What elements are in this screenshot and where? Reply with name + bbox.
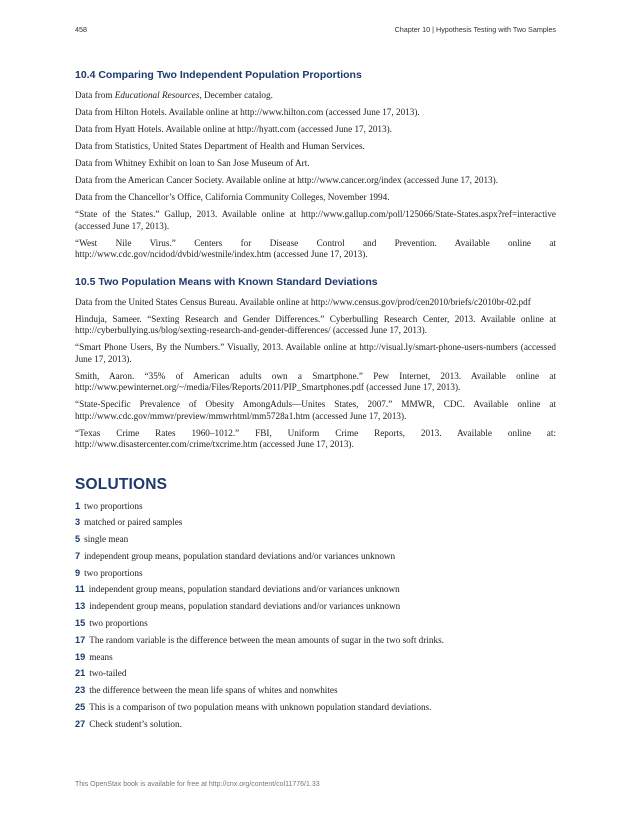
solution-number: 21 bbox=[75, 668, 86, 679]
solution-number: 11 bbox=[75, 584, 85, 595]
solutions-list bbox=[75, 501, 556, 731]
solution-item bbox=[75, 618, 556, 630]
reference-item: Smith, Aaron. “35% of American adults own a Smartphone.” Pew Internet, 2013. Available online at http://www.pewinternet.org/~/media/Files/Reports/2011/PIP_Smartphones.pdf (accessed June 17, 2013). bbox=[75, 370, 556, 392]
solution-text: two proportions bbox=[84, 567, 143, 578]
solution-text: two proportions bbox=[89, 618, 148, 629]
solution-text: two proportions bbox=[84, 500, 143, 511]
solution-text: independent group means, population standard deviations and/or variances unknown bbox=[88, 584, 400, 595]
solution-text: the difference between the mean life spans of whites and nonwhites bbox=[89, 685, 338, 696]
page-header bbox=[75, 25, 556, 37]
reference-item: “Texas Crime Rates 1960–1012.” FBI, Uniform Crime Reports, 2013. Available online at: http://www.disastercenter.com/crime/txcrime.htm (accessed June 17, 2013). bbox=[75, 427, 556, 449]
reference-item: Data from Whitney Exhibit on loan to San Jose Museum of Art. bbox=[75, 158, 310, 168]
solution-text: Check student’s solution. bbox=[89, 718, 182, 729]
solution-number: 15 bbox=[75, 618, 86, 629]
section-heading-10-4: 10.4 Comparing Two Independent Population Proportions bbox=[75, 69, 362, 81]
chapter-title: Chapter 10 | Hypothesis Testing with Two Samples bbox=[394, 25, 556, 34]
page-footer: This OpenStax book is available for free at http://cnx.org/content/col11776/1.33 bbox=[75, 781, 320, 788]
reference-item: Data from the American Cancer Society. Available online at http://www.cancer.org/index (accessed June 17, 2013). bbox=[75, 175, 498, 185]
solution-item bbox=[75, 517, 556, 529]
solution-item bbox=[75, 534, 556, 546]
page-content bbox=[75, 68, 556, 736]
solution-text: single mean bbox=[84, 534, 129, 545]
reference-item: “State-Specific Prevalence of Obesity AmongAduls—Unites States, 2007.” MMWR, CDC. Available online at http://www.cdc.gov/mmwr/preview/mmwrhtml/mm5728a1.htm (accessed June 17, 2013). bbox=[75, 399, 556, 421]
solution-text: This is a comparison of two population means with unknown population standard deviations. bbox=[89, 702, 432, 713]
solution-text: independent group means, population standard deviations and/or variances unknown bbox=[84, 550, 396, 561]
reference-item: Hinduja, Sameer. “Sexting Research and Gender Differences.” Cyberbulling Research Center, 2013. Available online at http://cyberbullying.us/blog/sexting-research-and-gender-differences/ (accessed June 17, 2013). bbox=[75, 313, 556, 335]
solution-item bbox=[75, 685, 556, 697]
reference-text: , December catalog. bbox=[199, 90, 273, 100]
solution-number: 9 bbox=[75, 567, 81, 578]
solution-item bbox=[75, 668, 556, 680]
reference-item bbox=[75, 90, 556, 102]
solution-text: two-tailed bbox=[89, 668, 127, 679]
solution-number: 27 bbox=[75, 718, 86, 729]
solution-text: The random variable is the difference between the mean amounts of sugar in the two soft drinks. bbox=[89, 634, 444, 645]
solution-item bbox=[75, 719, 556, 731]
solutions-heading: SOLUTIONS bbox=[75, 475, 168, 493]
solution-item bbox=[75, 501, 556, 513]
reference-item: Data from Hyatt Hotels. Available online at http://hyatt.com (accessed June 17, 2013). bbox=[75, 124, 392, 134]
reference-item: Data from Statistics, United States Department of Health and Human Services. bbox=[75, 141, 365, 151]
solution-number: 25 bbox=[75, 702, 86, 713]
section-heading-10-5: 10.5 Two Population Means with Known Standard Deviations bbox=[75, 275, 378, 288]
solution-number: 19 bbox=[75, 651, 86, 662]
solution-number: 23 bbox=[75, 685, 86, 696]
solution-item bbox=[75, 635, 556, 647]
solution-item bbox=[75, 652, 556, 664]
solution-number: 3 bbox=[75, 517, 81, 528]
solution-item bbox=[75, 568, 556, 580]
page-number: 458 bbox=[75, 25, 87, 34]
reference-item: Data from Hilton Hotels. Available online at http://www.hilton.com (accessed June 17, 2013). bbox=[75, 107, 420, 117]
solution-number: 1 bbox=[75, 500, 81, 511]
solution-item bbox=[75, 551, 556, 563]
solution-number: 5 bbox=[75, 534, 81, 545]
reference-italic-title: Educational Resources bbox=[114, 90, 200, 100]
reference-item: “Smart Phone Users, By the Numbers.” Visually, 2013. Available online at http://visual.ly/smart-phone-users-numbers (accessed June 17, 2013). bbox=[75, 342, 556, 364]
solution-item bbox=[75, 601, 556, 613]
solution-number: 7 bbox=[75, 550, 81, 561]
solution-number: 17 bbox=[75, 634, 86, 645]
solution-item bbox=[75, 702, 556, 714]
solution-item bbox=[75, 584, 556, 596]
solution-text: matched or paired samples bbox=[84, 517, 183, 528]
reference-item: “State of the States.” Gallup, 2013. Available online at http://www.gallup.com/poll/125066/State-States.aspx?ref=interactive (accessed June 17, 2013). bbox=[75, 209, 556, 231]
reference-item: “West Nile Virus.” Centers for Disease Control and Prevention. Available online at http://www.cdc.gov/ncidod/dvbid/westnile/index.htm (accessed June 17, 2013). bbox=[75, 237, 556, 259]
reference-text: Data from bbox=[75, 90, 115, 100]
solution-number: 13 bbox=[75, 601, 86, 612]
reference-item: Data from the United States Census Bureau. Available online at http://www.census.gov/prod/cen2010/briefs/c2010br-02.pdf bbox=[75, 296, 531, 307]
solution-text: means bbox=[89, 651, 113, 662]
solution-text: independent group means, population standard deviations and/or variances unknown bbox=[89, 601, 401, 612]
reference-item: Data from the Chancellor’s Office, California Community Colleges, November 1994. bbox=[75, 192, 390, 202]
